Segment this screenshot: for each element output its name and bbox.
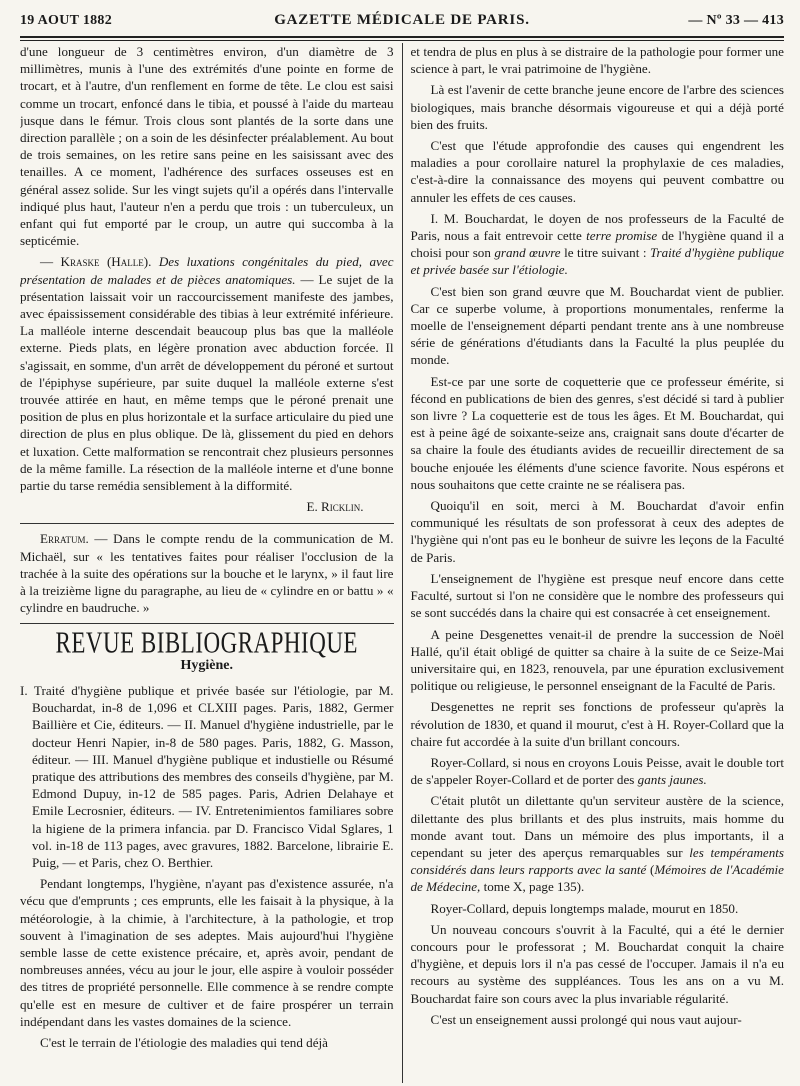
paragraph-text: ( xyxy=(650,862,655,878)
emphasis: gants jaunes. xyxy=(637,772,707,788)
header-date: 19 AOUT 1882 xyxy=(20,13,113,28)
emphasis: terre promise xyxy=(586,228,658,244)
citation-title: Mémoires de l'Académie de Médecine, xyxy=(410,862,784,895)
header-rule xyxy=(20,36,784,41)
paragraph: Quoiqu'il en soit, merci à M. Bouchardat d'avoir enfin communiqué les résultats de son professorat à ceux des adeptes de l'hygiène qui n'ont pas eu le bonheur de suivre les leçons de la Faculté de Paris. xyxy=(410,498,784,565)
paragraph: C'est le terrain de l'étiologie des maladies qui tend déjà xyxy=(40,1034,328,1050)
right-column xyxy=(403,43,785,1083)
book-title: Traité d'hygiène publique et privée basée sur l'étiologie. xyxy=(410,245,784,278)
separator-rule xyxy=(20,623,394,624)
paragraph: Desgenettes ne reprit ses fonctions de professeur qu'après la révolution de 1830, et quand il mourut, c'est à H. Royer-Collard que la chaire fut accordée à la suite d'un brillant concours. xyxy=(410,699,784,749)
left-column xyxy=(20,43,402,1083)
paragraph-text: I. M. Bouchardat, le doyen de nos professeurs de la Faculté de Paris, nous a fait entrevoir cette xyxy=(410,210,784,244)
erratum-text: — Dans le compte rendu de la communication de M. Michaël, sur « les tentatives faites pour réaliser l'occlusion de la trachée à la suite des opérations sur la bouche et le larynx, » il faut lire à la treizième ligne du paragraphe, au lieu de « cylindre en or battu » « cylindre en baudruche. » xyxy=(20,531,394,616)
paragraph: Un nouveau concours s'ouvrit à la Faculté, qui a été le dernier concours pour le professorat ; M. Bouchardat conquit la chaire d'hygiène, et depuis lors il n'a pas cessé de l'occuper. Jamais il n'a eu recours au système des suppléances. Tous les ans on a vu M. Bouchardat faire son cours avec la plus invariable régularité. xyxy=(410,921,784,1006)
article-title: Des luxations congénitales du pied, avec présentation de malades et de pièces anatomiques. xyxy=(20,254,394,287)
paragraph: A peine Desgenettes venait-il de prendre la succession de Noël Hallé, qu'il était obligé de quitter sa chaire à la suite de ce Seize-Mai universitaire qui, en 1823, renouvela, par une épuration exclusivement politique ou religieuse, le personnel enseignant de la Faculté de Paris. xyxy=(410,626,784,694)
page-number: — Nº 33 — 413 xyxy=(688,13,784,28)
entry-number: I. xyxy=(20,682,28,698)
section-subtitle: Hygiène. xyxy=(180,657,233,673)
paragraph: C'est bien son grand œuvre que M. Bouchardat vient de publier. Car ce superbe volume, à proportions monumentales, renferme la moelle de l'enseignement départi pendant trente ans à une nombreuse série de générations d'étudiants dans la Faculté la plus peuplée du monde. xyxy=(410,283,784,368)
paragraph-text: de l'hygiène quand il a choisi pour son xyxy=(410,228,784,261)
section-title: REVUE BIBLIOGRAPHIQUE xyxy=(55,625,358,659)
paragraph: Là est l'avenir de cette branche jeune encore de l'arbre des sciences biologiques, mais branche désormais vigoureuse et qui a déjà porté bien des fruits. xyxy=(410,82,784,132)
paragraph-text: Royer-Collard, si nous en croyons Louis Peisse, avait le double tort de s'appeler Royer-Collard et de porter des xyxy=(410,754,784,788)
paragraph: et tendra de plus en plus à se distraire de la pathologie pour former une science à part, le vrai patrimoine de l'hygiène. xyxy=(410,44,784,77)
page-header xyxy=(20,12,784,34)
paragraph xyxy=(411,754,785,788)
paragraph: L'enseignement de l'hygiène est presque neuf encore dans cette Faculté, surtout si l'on ne considère que le nombre des professeurs qui se sont succédés dans la chaire qui est consacrée à cet enseignement. xyxy=(410,570,784,621)
separator-rule xyxy=(20,523,394,524)
bibliography-entry xyxy=(20,682,394,871)
emphasis: les tempéraments considérés dans leurs rapports avec la santé xyxy=(410,844,784,878)
paragraph-text: C'était plutôt un dilettante qu'un serviteur austère de la science, dilettante des plus brillants et des plus instruits, mais homme du monde avant tout. Dans un mémoire des plus importants, il a cependant su jeter des aperçus remarquables sur xyxy=(410,793,784,860)
paragraph-text: — Le sujet de la présentation laissait voir un raccourcissement manifeste des jambes, avec épaississement considérable des tibias à leur extrémité inférieure. La malléole interne descendait beaucoup plus bas que la malléole externe. Pieds plats, en légère pronation avec abduction forcée. Il s'agissait, en somme, d'un arrêt de développement du péroné et surtout de l'épiphyse supérieure, par suite duquel la malléole externe s'est trouvée attirée en haut, en même temps que le péroné prenait une position de plus en plus horizontale et la surface articulaire du pied une direction de plus en plus oblique. De là, glissement du pied en dehors et luxation. Cette malformation se rencontrait chez plusieurs personnes de la même famille. La résection de la malléole interne et d'une bonne partie du tarse remédia sensiblement à la difformité. xyxy=(20,271,394,494)
paragraph: C'est que l'étude approfondie des causes qui engendrent les maladies a pour corollaire naturel la prophylaxie de ces maladies, c'est-à-dire la connaissance des moyens qui peuvent combattre ou annuler les effets de ces causes. xyxy=(410,138,784,205)
author-name: — Kraske (Halle). xyxy=(40,254,152,270)
paragraph xyxy=(411,210,785,279)
paragraph xyxy=(20,253,394,494)
journal-title: GAZETTE MÉDICALE DE PARIS. xyxy=(274,12,530,28)
paragraph: Est-ce par une sorte de coquetterie que ce professeur émérite, si fécond en publications de bien des genres, s'est décidé si tard à publier son livre ? La coquetterie est de tous les âges. Et M. Bouchardat, qui est à peine âgé de soixante-seize ans, craignait sans doute d'écarter de sa chaire la foule des étudiants avides de recueillir directement de sa bouche enjouée les éléments d'une science favorite. Nous espérons et nous souhaitons que cette crainte ne se réalisera pas. xyxy=(410,373,784,492)
text-columns xyxy=(20,43,784,1083)
paragraph: Royer-Collard, depuis longtemps malade, mourut en 1850. xyxy=(430,900,739,916)
entry-text: Traité d'hygiène publique et privée basée sur l'étiologie, par M. Bouchardat, in-8 de 1,096 et CLXIII pages. Paris, 1882, Germer Baillière et Cie, éditeurs. — II. Manuel d'hygiène industrielle, par le docteur Henri Napier, in-8 de 580 pages. Paris, 1882, G. Masson, éditeur. — III. Manuel d'hygiène publique et industielle ou Résumé pratique des attributions des membres des conseils d'hygiène, par M. Edmond Dupuy, in-12 de 585 pages. Paris, Adrien Delahaye et Emile Lecrosnier, éditeurs. — IV. Entretenimientos familiares sobre la higiene de la primera infancia. par D. Francisco Vidal Sglares, 1 vol. in-18 de 113 pages, avec gravures, 1882. Barcelone, librairie E. Puig, — et Paris, chez O. Berthier. xyxy=(32,682,394,870)
paragraph-text: tome X, page 135). xyxy=(483,879,585,895)
paragraph: Pendant longtemps, l'hygiène, n'ayant pas d'existence assurée, n'a vécu que d'emprunts ; ces emprunts, elle les faisait à la physique, à la météorologie, à la chimie, à l'architecture, à la pathologie, et trop souvent à l'imagination de ses adeptes. Mais aujourd'hui l'hygiène semble lasse de cette existence précaire, et, après avoir, pendant de nombreuses années, vécu au jour le jour, elle aspire à vouloir posséder des titres de propriété personnelle. Elle commence à se rendre compte qu'elle est en mesure de cultiver et de faire prospérer un terrain indépendant dans les vastes domaines de la science. xyxy=(20,876,394,1029)
erratum-label: Erratum. xyxy=(40,531,89,547)
paragraph: C'est un enseignement aussi prolongé qui nous vaut aujour- xyxy=(430,1011,742,1027)
signature: E. Ricklin. xyxy=(306,499,364,515)
paragraph-text: le titre suivant : xyxy=(564,245,647,261)
emphasis: grand œuvre xyxy=(494,245,561,261)
paragraph: d'une longueur de 3 centimètres environ, d'un diamètre de 3 millimètres, munis à l'une des extrémités d'une pointe en forme de trocart, et à l'autre, d'un renflement en forme de tête. Le clou est saisi comme un trocart, enfoncé dans le tibia, et poussé à l'aide du marteau jusque dans le fémur. Trois clous sont plantés de la sorte dans une direction parallèle ; on a soin de les désinfecter préalablement. Au bout de trois semaines, on les retire sans peine en les saisissant avec des tenailles. A ce moment, l'adhérence des surfaces osseuses est en général assez solide. Sur les vingt sujets qu'il a opérés dans l'intervalle indiqué plus haut, l'auteur n'en a perdu que trois : un tuberculeux, un enfant qui fut emporté par le croup, un autre qui succomba à la septicémie. xyxy=(20,44,394,249)
paragraph xyxy=(411,792,785,895)
bibliography-list xyxy=(20,682,394,871)
erratum-paragraph xyxy=(20,530,394,616)
